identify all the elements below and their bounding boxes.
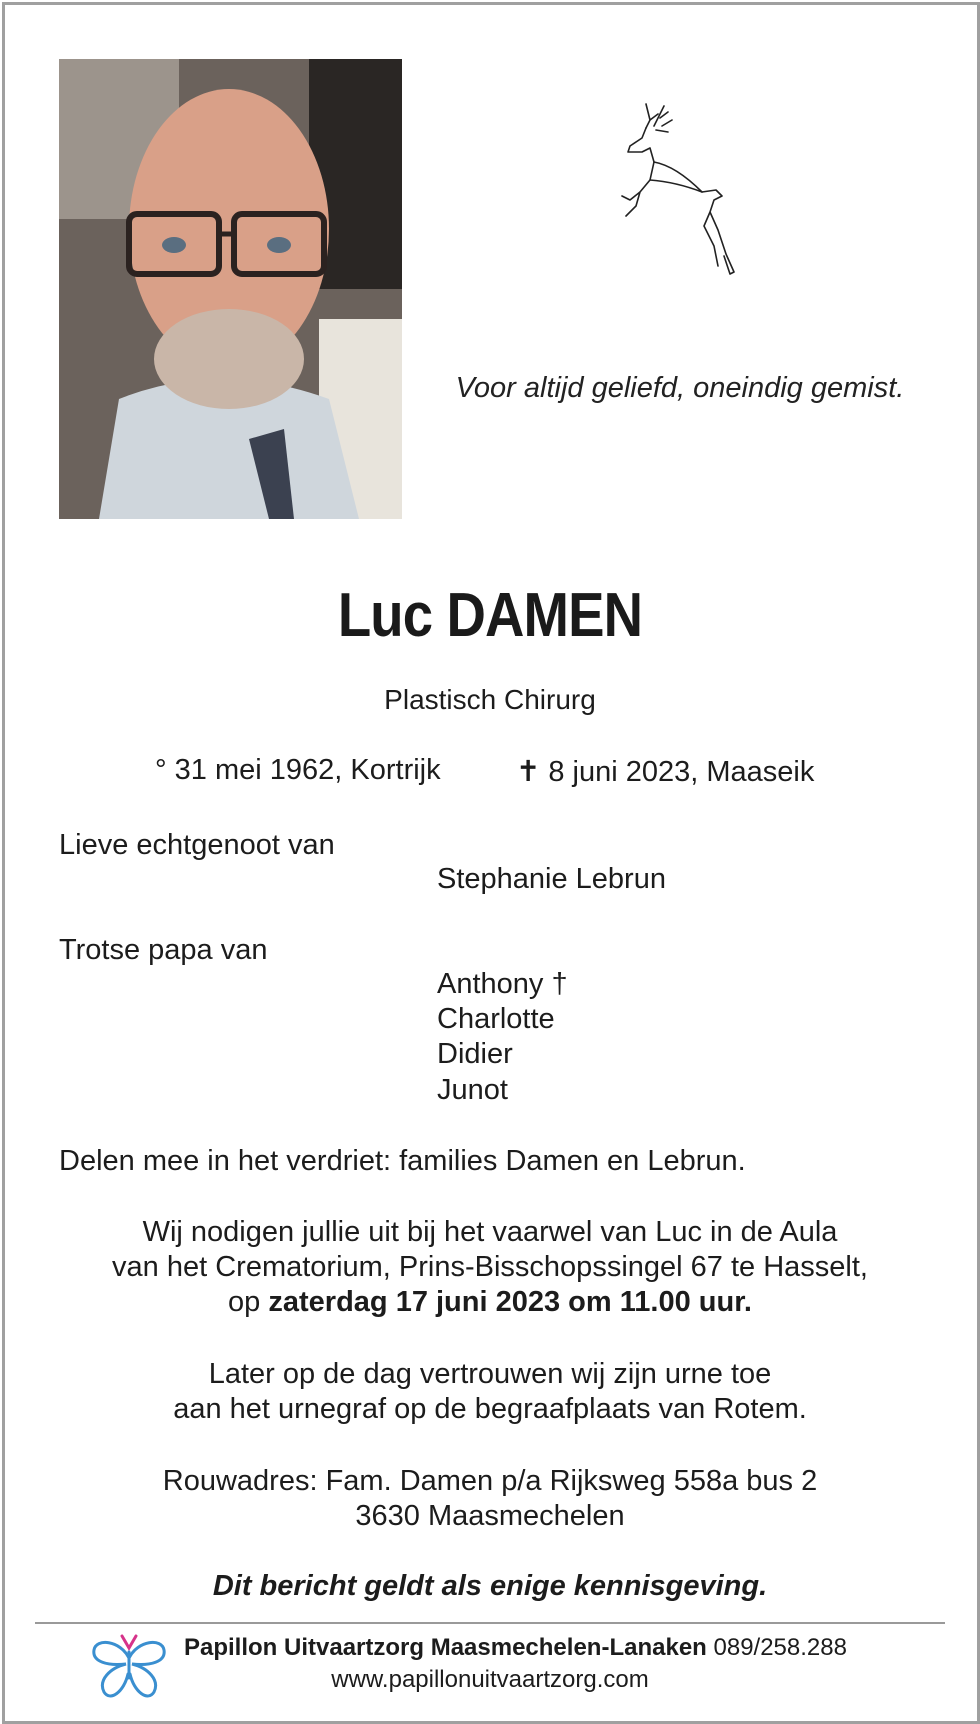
profession: Plastisch Chirurg <box>384 684 596 715</box>
address-line-1: Rouwadres: Fam. Damen p/a Rijksweg 558a bus 2 <box>162 1465 818 1497</box>
death-date: ✝ 8 juni 2023, Maaseik <box>516 756 815 788</box>
birth-date: ° 31 mei 1962, Kortrijk <box>155 754 441 786</box>
child-name: Didier <box>437 1038 513 1070</box>
footer-divider <box>35 1622 945 1624</box>
invitation-prefix: op <box>228 1286 269 1318</box>
child-name: Charlotte <box>437 1003 555 1035</box>
child-name: Junot <box>437 1074 508 1106</box>
invitation-line-1: Wij nodigen jullie uit bij het vaarwel van Luc in de Aula <box>142 1216 838 1248</box>
invitation-line-3 <box>0 1285 980 1320</box>
company-name: Papillon Uitvaartzorg Maasmechelen-Lanaken <box>184 1634 707 1661</box>
motto: Voor altijd geliefd, oneindig gemist. <box>455 372 905 404</box>
company-phone: 089/258.288 <box>713 1634 847 1661</box>
address-line-2: 3630 Maasmechelen <box>355 1500 625 1532</box>
footer-website-line <box>0 1666 980 1694</box>
spouse-name: Stephanie Lebrun <box>437 863 666 895</box>
children-intro: Trotse papa van <box>59 934 268 966</box>
spouse-intro: Lieve echtgenoot van <box>59 829 335 861</box>
closing-statement: Dit bericht geldt als enige kennisgeving. <box>212 1570 768 1602</box>
ceremony-datetime: zaterdag 17 juni 2023 om 11.00 uur. <box>268 1286 752 1318</box>
company-website[interactable]: www.papillonuitvaartzorg.com <box>331 1666 649 1693</box>
deceased-name: Luc DAMEN <box>337 581 643 650</box>
urn-line-2: aan het urnegraf op de begraafplaats van Rotem. <box>173 1393 807 1425</box>
child-name: Anthony † <box>437 968 568 1000</box>
footer-company-line <box>184 1634 847 1662</box>
leaping-deer-icon <box>606 96 750 286</box>
portrait-photo <box>59 59 402 519</box>
urn-line-1: Later op de dag vertrouwen wij zijn urne toe <box>208 1358 772 1390</box>
families-line: Delen mee in het verdriet: families Damen en Lebrun. <box>59 1145 746 1177</box>
invitation-line-2: van het Crematorium, Prins-Bisschopssingel 67 te Hasselt, <box>112 1251 868 1283</box>
